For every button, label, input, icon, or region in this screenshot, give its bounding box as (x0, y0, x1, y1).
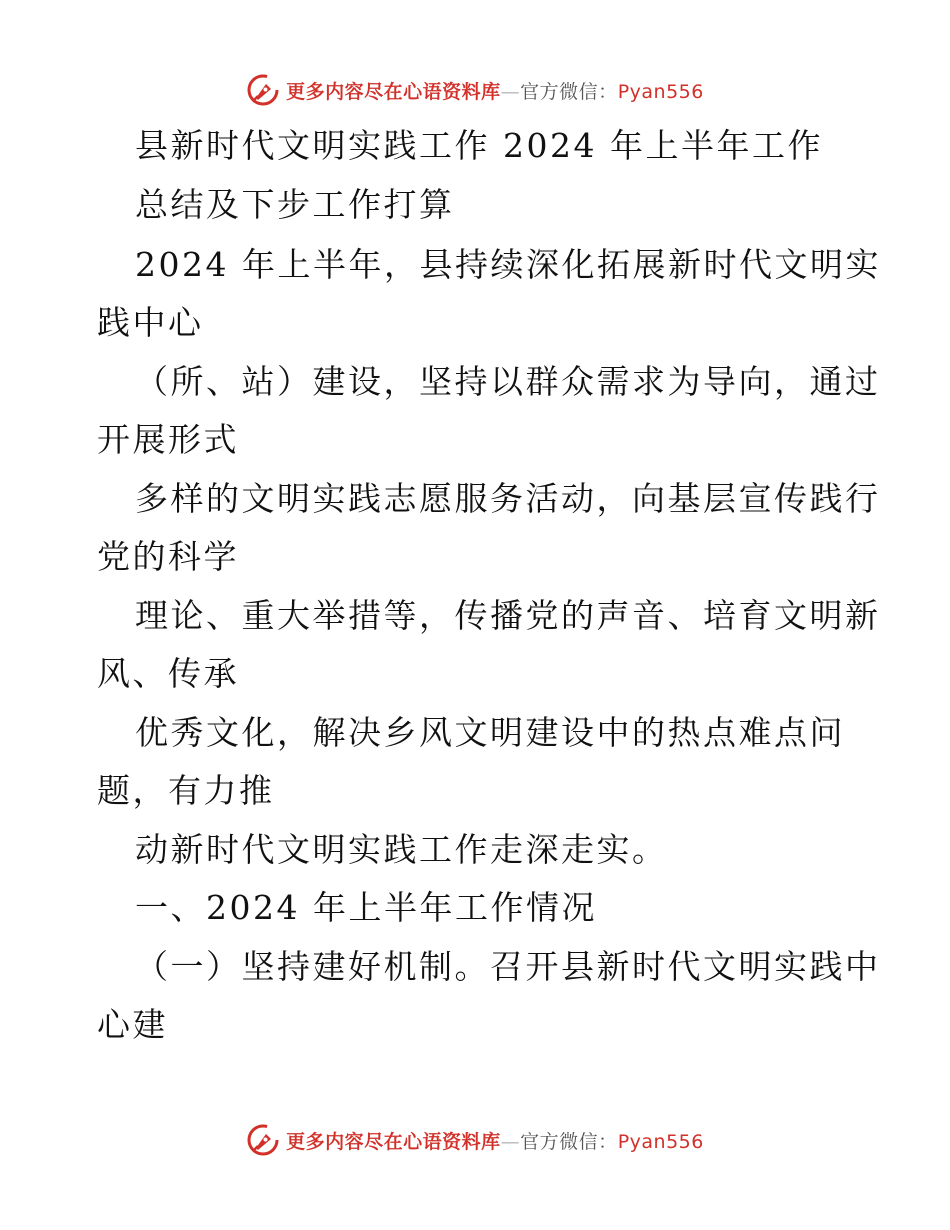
paragraph-line: （所、站）建设，坚持以群众需求为导向，通过 (135, 362, 881, 401)
watermark-wechat-id: Pyan556 (617, 80, 704, 103)
pen-nib-logo-icon (246, 73, 280, 107)
paragraph-line: 理论、重大举措等，传播党的声音、培育文明新 (135, 596, 881, 635)
paragraph-line: 动新时代文明实践工作走深走实。 (135, 830, 668, 869)
watermark-dash: — (500, 80, 521, 103)
paragraph-line: 践中心 (97, 303, 204, 342)
paragraph-line: 题，有力推 (97, 771, 275, 810)
paragraph-line: 心建 (97, 1005, 168, 1044)
watermark-library: 更多内容尽在心语资料库 (286, 80, 501, 103)
document-title-line-2: 总结及下步工作打算 (135, 185, 455, 224)
watermark-library: 更多内容尽在心语资料库 (286, 1130, 501, 1153)
paragraph-line: 党的科学 (97, 537, 239, 576)
footer-watermark (0, 1118, 950, 1162)
section-heading: 一、2024 年上半年工作情况 (135, 888, 597, 927)
paragraph-line: （一）坚持建好机制。召开县新时代文明实践中 (135, 947, 881, 986)
paragraph-line: 风、传承 (97, 654, 239, 693)
watermark-wechat-id: Pyan556 (617, 1130, 704, 1153)
watermark-dash: — (500, 1130, 521, 1153)
watermark-text (286, 1127, 704, 1154)
watermark-text (286, 77, 704, 104)
watermark-wechat-label: 官方微信： (520, 80, 618, 103)
pen-nib-logo-icon (246, 1123, 280, 1157)
paragraph-line: 多样的文明实践志愿服务活动，向基层宣传践行 (135, 479, 881, 518)
paragraph-line: 2024 年上半年，县持续深化拓展新时代文明实 (135, 245, 881, 284)
header-watermark (0, 68, 950, 112)
watermark-wechat-label: 官方微信： (520, 1130, 618, 1153)
document-title-line-1: 县新时代文明实践工作 2024 年上半年工作 (135, 126, 823, 165)
paragraph-line: 开展形式 (97, 420, 239, 459)
paragraph-line: 优秀文化，解决乡风文明建设中的热点难点问 (135, 713, 845, 752)
